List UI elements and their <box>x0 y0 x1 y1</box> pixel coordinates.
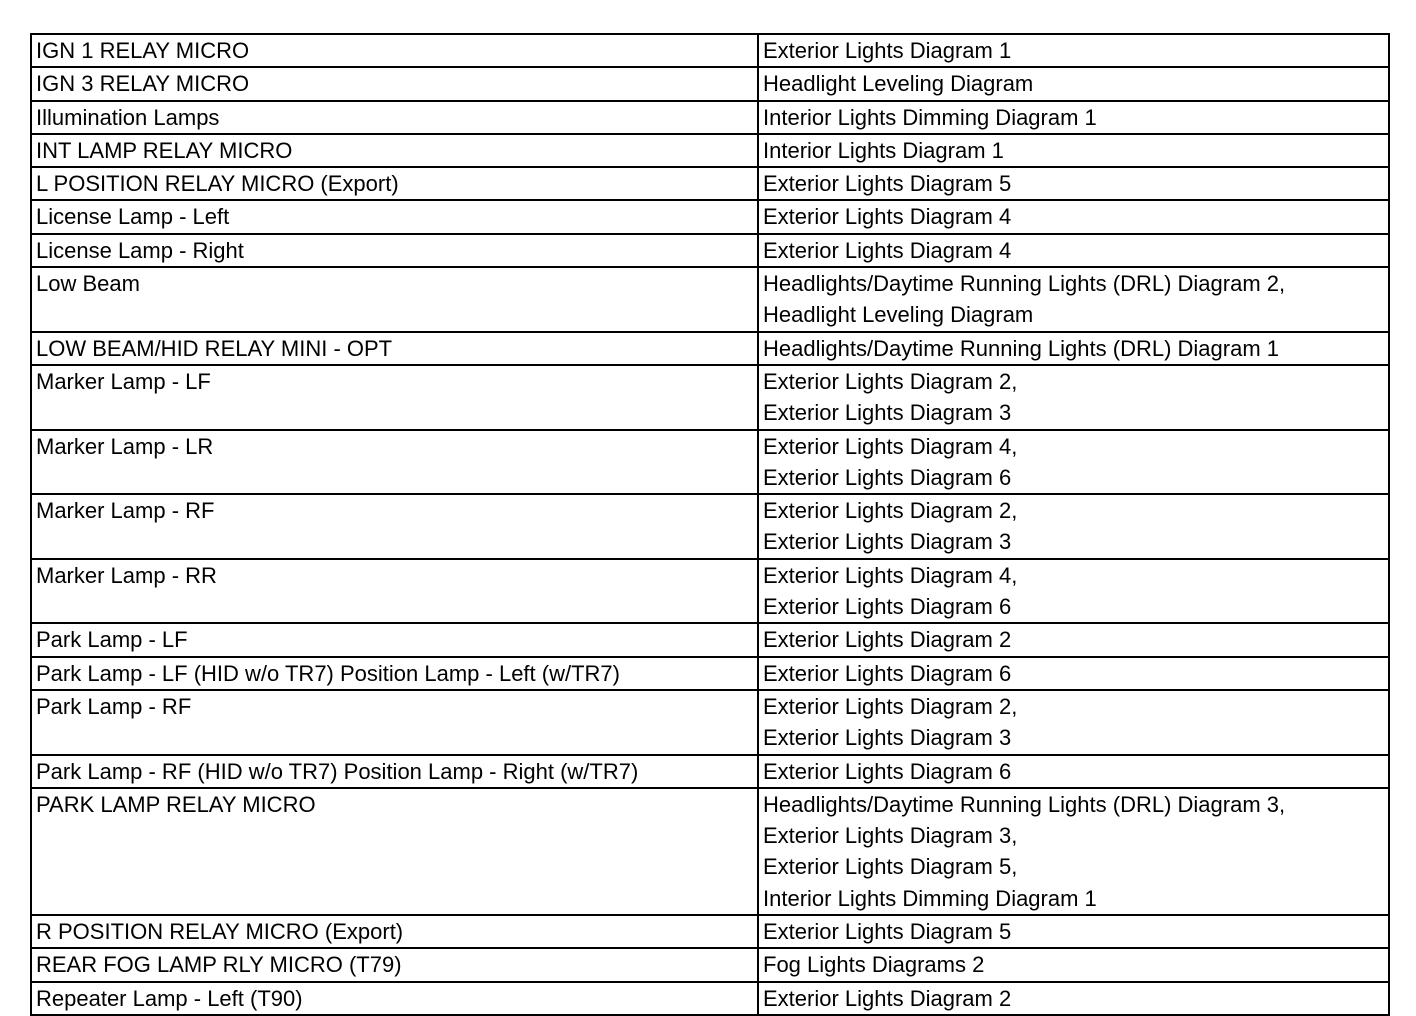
table-row <box>31 755 1389 788</box>
diagram-reference: Exterior Lights Diagram 4, <box>763 433 1018 459</box>
table-row <box>31 559 1389 624</box>
component-name-cell: PARK LAMP RELAY MICRO <box>31 788 758 915</box>
component-name-cell: License Lamp - Left <box>31 200 758 233</box>
component-name-cell: Marker Lamp - RF <box>31 494 758 559</box>
component-name-cell: IGN 1 RELAY MICRO <box>31 34 758 67</box>
diagram-reference: Exterior Lights Diagram 2, <box>763 693 1018 719</box>
diagram-reference: Exterior Lights Diagram 4 <box>763 237 1012 263</box>
diagram-reference-cell <box>758 200 1389 233</box>
diagram-reference: Exterior Lights Diagram 3, <box>763 823 1018 849</box>
table-row <box>31 67 1389 100</box>
table-body <box>31 34 1389 1015</box>
table-row <box>31 494 1389 559</box>
component-name-cell: Park Lamp - RF <box>31 690 758 755</box>
diagram-reference-cell <box>758 755 1389 788</box>
component-name-cell: Marker Lamp - RR <box>31 559 758 624</box>
diagram-reference-cell <box>758 332 1389 365</box>
diagram-reference-cell <box>758 101 1389 134</box>
diagram-reference-cell <box>758 788 1389 915</box>
diagram-reference: Fog Lights Diagrams 2 <box>763 952 985 978</box>
component-name-cell: LOW BEAM/HID RELAY MINI - OPT <box>31 332 758 365</box>
component-name-cell: Park Lamp - RF (HID w/o TR7) Position Lamp - Right (w/TR7) <box>31 755 758 788</box>
diagram-reference: Exterior Lights Diagram 6 <box>763 594 1012 620</box>
diagram-reference: Interior Lights Dimming Diagram 1 <box>763 104 1097 130</box>
component-name-cell: License Lamp - Right <box>31 234 758 267</box>
component-name-cell: R POSITION RELAY MICRO (Export) <box>31 915 758 948</box>
diagram-reference: Interior Lights Diagram 1 <box>763 137 1004 163</box>
diagram-reference: Headlights/Daytime Running Lights (DRL) Diagram 1 <box>763 335 1280 361</box>
diagram-reference: Exterior Lights Diagram 6 <box>763 758 1012 784</box>
component-name-cell: Illumination Lamps <box>31 101 758 134</box>
table-row <box>31 430 1389 495</box>
diagram-reference: Headlights/Daytime Running Lights (DRL) Diagram 2, <box>763 271 1286 297</box>
table-row <box>31 101 1389 134</box>
table-row <box>31 134 1389 167</box>
table-row <box>31 915 1389 948</box>
diagram-reference-cell <box>758 690 1389 755</box>
component-name-cell: L POSITION RELAY MICRO (Export) <box>31 167 758 200</box>
diagram-reference: Headlights/Daytime Running Lights (DRL) Diagram 3, <box>763 791 1286 817</box>
component-name-cell: Park Lamp - LF <box>31 623 758 656</box>
diagram-reference: Exterior Lights Diagram 6 <box>763 464 1012 490</box>
diagram-reference: Interior Lights Dimming Diagram 1 <box>763 885 1097 911</box>
component-name-cell: Repeater Lamp - Left (T90) <box>31 982 758 1015</box>
table-row <box>31 365 1389 430</box>
diagram-reference-cell <box>758 623 1389 656</box>
diagram-reference: Exterior Lights Diagram 1 <box>763 38 1012 63</box>
diagram-reference-cell <box>758 948 1389 981</box>
table-row <box>31 34 1389 67</box>
diagram-reference: Exterior Lights Diagram 3 <box>763 400 1012 426</box>
component-name-cell: REAR FOG LAMP RLY MICRO (T79) <box>31 948 758 981</box>
diagram-reference: Exterior Lights Diagram 2, <box>763 368 1018 394</box>
component-name-cell: Park Lamp - LF (HID w/o TR7) Position Lamp - Left (w/TR7) <box>31 657 758 690</box>
diagram-reference-cell <box>758 657 1389 690</box>
diagram-reference: Exterior Lights Diagram 2 <box>763 627 1012 653</box>
diagram-reference-cell <box>758 494 1389 559</box>
diagram-reference-cell <box>758 167 1389 200</box>
diagram-reference-cell <box>758 134 1389 167</box>
component-name-cell: Low Beam <box>31 267 758 332</box>
table-row <box>31 234 1389 267</box>
diagram-reference-cell <box>758 234 1389 267</box>
table-row <box>31 200 1389 233</box>
diagram-reference: Exterior Lights Diagram 4, <box>763 562 1018 588</box>
diagram-reference: Exterior Lights Diagram 3 <box>763 529 1012 555</box>
component-name-cell: IGN 3 RELAY MICRO <box>31 67 758 100</box>
diagram-reference: Exterior Lights Diagram 2 <box>763 985 1012 1011</box>
table-row <box>31 267 1389 332</box>
component-name-cell: INT LAMP RELAY MICRO <box>31 134 758 167</box>
table-row <box>31 948 1389 981</box>
diagram-reference-cell <box>758 34 1389 67</box>
diagram-reference: Exterior Lights Diagram 4 <box>763 204 1012 230</box>
diagram-reference: Exterior Lights Diagram 3 <box>763 725 1012 751</box>
diagram-reference-cell <box>758 915 1389 948</box>
diagram-reference-cell <box>758 365 1389 430</box>
table-row <box>31 982 1389 1015</box>
diagram-reference: Exterior Lights Diagram 5 <box>763 919 1012 945</box>
diagram-reference: Exterior Lights Diagram 5, <box>763 854 1018 880</box>
diagram-reference-cell <box>758 559 1389 624</box>
table-row <box>31 788 1389 915</box>
table-row <box>31 657 1389 690</box>
table-row <box>31 167 1389 200</box>
diagram-reference: Exterior Lights Diagram 6 <box>763 660 1012 686</box>
diagram-reference: Exterior Lights Diagram 5 <box>763 171 1012 197</box>
diagram-reference: Exterior Lights Diagram 2, <box>763 498 1018 524</box>
diagram-reference-cell <box>758 982 1389 1015</box>
table-row <box>31 332 1389 365</box>
diagram-reference-cell <box>758 430 1389 495</box>
table-row <box>31 690 1389 755</box>
diagram-reference-cell <box>758 267 1389 332</box>
component-diagram-index-table <box>30 33 1390 1016</box>
diagram-reference-cell <box>758 67 1389 100</box>
component-name-cell: Marker Lamp - LR <box>31 430 758 495</box>
table-row <box>31 623 1389 656</box>
component-name-cell: Marker Lamp - LF <box>31 365 758 430</box>
diagram-reference: Headlight Leveling Diagram <box>763 71 1034 97</box>
diagram-reference: Headlight Leveling Diagram <box>763 302 1034 328</box>
